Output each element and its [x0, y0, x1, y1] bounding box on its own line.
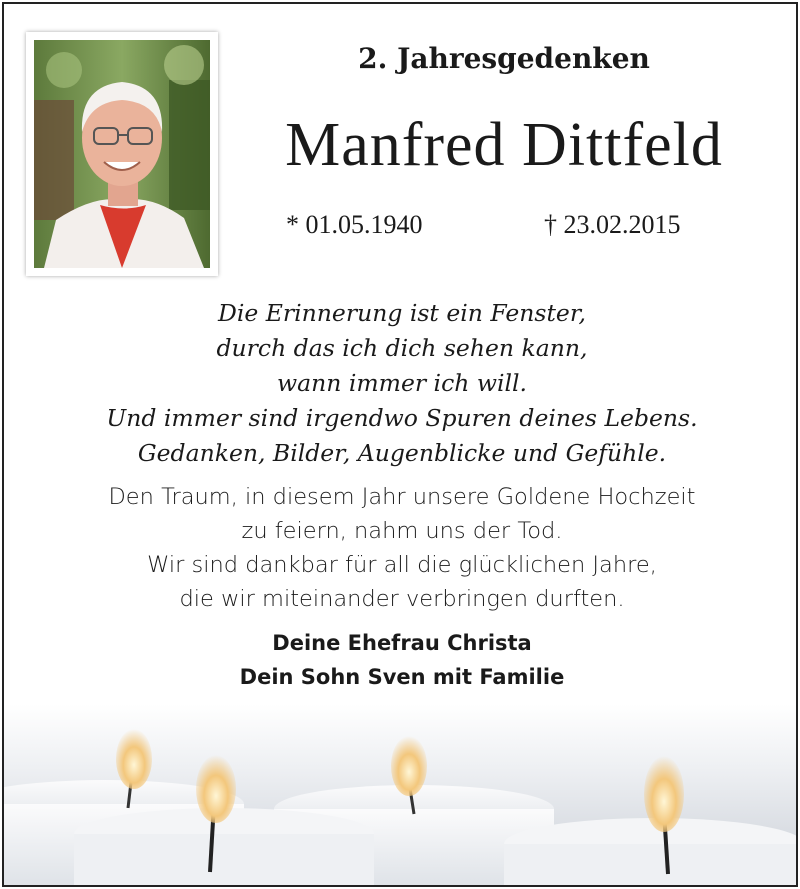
text-line: Wir sind dankbar für all die glücklichen Jahre,: [147, 552, 657, 578]
signature-line: Deine Ehefrau Christa: [272, 631, 532, 655]
portrait-image: [34, 40, 210, 268]
birth-date: * 01.05.1940: [286, 210, 423, 239]
poem-line: durch das ich dich sehen kann,: [216, 334, 588, 362]
obituary-notice: [2, 2, 798, 887]
signature: [4, 626, 798, 694]
text-line: Den Traum, in diesem Jahr unsere Goldene Hochzeit: [108, 484, 696, 510]
poem-line: wann immer ich will.: [277, 369, 527, 397]
memorial-text: [4, 480, 798, 616]
signature-line: Dein Sohn Sven mit Familie: [239, 665, 565, 689]
poem-line: Die Erinnerung ist ein Fenster,: [218, 299, 586, 327]
deceased-name: Manfred Dittfeld: [285, 111, 723, 179]
portrait-photo: [26, 32, 218, 276]
poem-line: Gedanken, Bilder, Augenblicke und Gefühle.: [137, 439, 667, 467]
candles-photo: [4, 704, 798, 885]
text-line: zu feiern, nahm uns der Tod.: [241, 518, 563, 544]
death-date: † 23.02.2015: [544, 210, 681, 239]
poem-line: Und immer sind irgendwo Spuren deines Lebens.: [106, 404, 698, 432]
text-line: die wir miteinander verbringen durften.: [179, 586, 625, 612]
memorial-poem: [4, 296, 798, 471]
candles-image: [4, 704, 798, 885]
notice-heading: 2. Jahresgedenken: [358, 42, 650, 75]
